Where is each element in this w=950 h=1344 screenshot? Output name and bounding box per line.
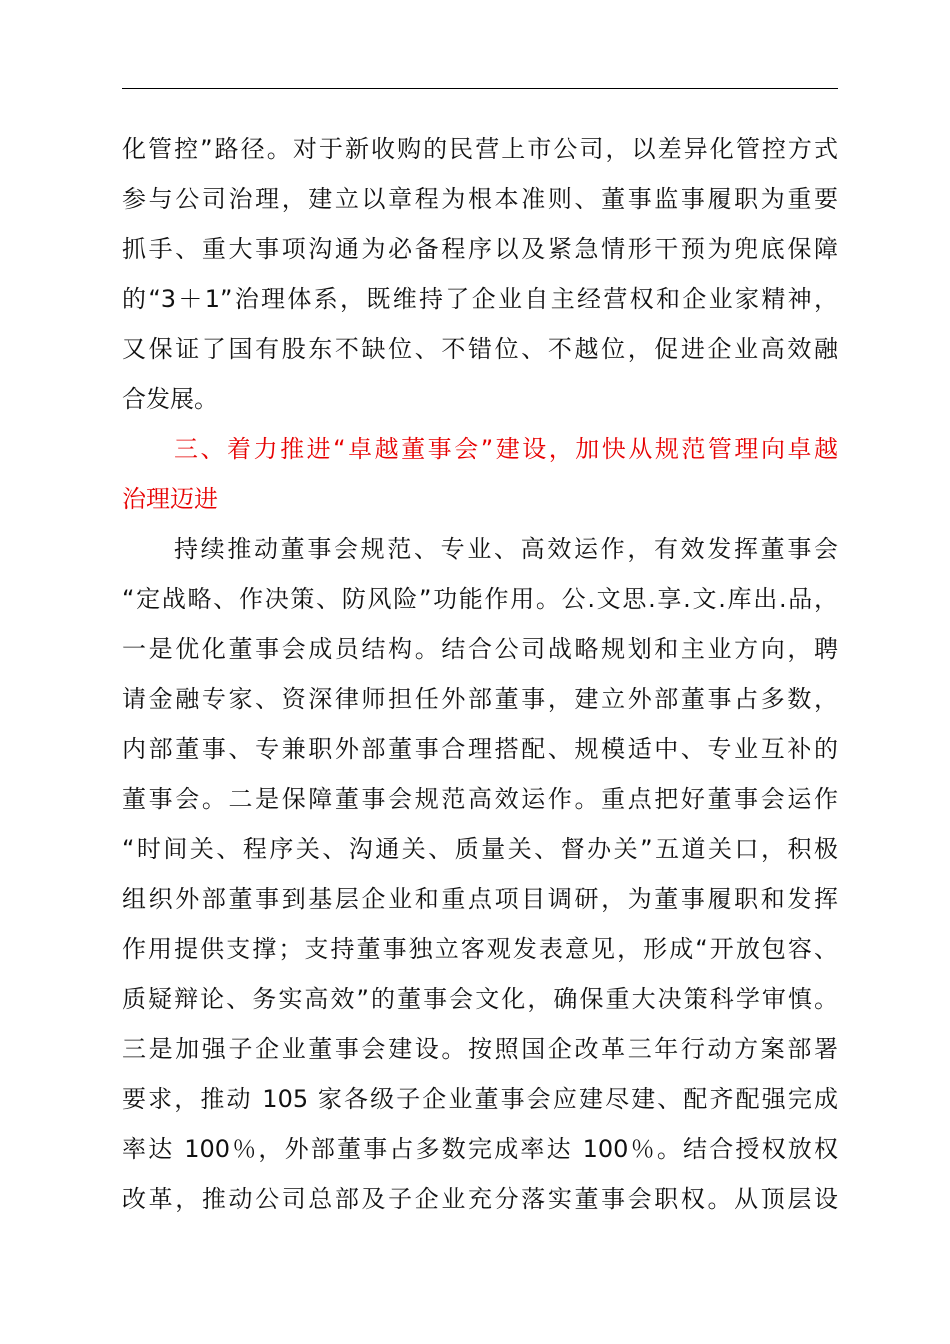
text-line: 抓手、重大事项沟通为必备程序以及紧急情形干预为兜底保障 xyxy=(122,235,838,263)
text-line: 持续推动董事会规范、专业、高效运作，有效发挥董事会 xyxy=(174,535,838,563)
text-line: 要求，推动 105 家各级子企业董事会应建尽建、配齐配强完成 xyxy=(122,1085,838,1113)
text-line: 请金融专家、资深律师担任外部董事，建立外部董事占多数， xyxy=(122,685,838,713)
text-line: “定战略、作决策、防风险”功能作用。公.文思.享.文.库出.品， xyxy=(122,585,838,613)
text-line: 率达 100％，外部董事占多数完成率达 100％。结合授权放权 xyxy=(122,1135,838,1163)
header-rule xyxy=(122,88,838,89)
heading-line: 治理迈进 xyxy=(122,485,218,513)
text-line: 参与公司治理，建立以章程为根本准则、董事监事履职为重要 xyxy=(122,185,838,213)
text-line: 一是优化董事会成员结构。结合公司战略规划和主业方向，聘 xyxy=(122,635,838,663)
section-heading xyxy=(122,424,838,524)
text-line: 化管控”路径。对于新收购的民营上市公司，以差异化管控方式 xyxy=(122,135,838,163)
text-line: 又保证了国有股东不缺位、不错位、不越位，促进企业高效融 xyxy=(122,335,838,363)
text-line: 内部董事、专兼职外部董事合理搭配、规模适中、专业互补的 xyxy=(122,735,838,763)
text-line: 三是加强子企业董事会建设。按照国企改革三年行动方案部署 xyxy=(122,1035,838,1063)
text-line: 组织外部董事到基层企业和重点项目调研，为董事履职和发挥 xyxy=(122,885,838,913)
text-line: “时间关、程序关、沟通关、质量关、督办关”五道关口，积极 xyxy=(122,835,838,863)
text-line: 作用提供支撑；支持董事独立客观发表意见，形成“开放包容、 xyxy=(122,935,838,963)
text-line: 的“3＋1”治理体系，既维持了企业自主经营权和企业家精神， xyxy=(122,285,838,313)
text-line: 质疑辩论、务实高效”的董事会文化，确保重大决策科学审慎。 xyxy=(122,985,838,1013)
document-body xyxy=(122,124,838,1224)
text-line: 改革，推动公司总部及子企业充分落实董事会职权。从顶层设 xyxy=(122,1185,838,1213)
text-line: 合发展。 xyxy=(122,385,218,413)
paragraph-board xyxy=(122,524,838,1224)
heading-line: 三、着力推进“卓越董事会”建设，加快从规范管理向卓越 xyxy=(174,435,838,463)
text-line: 董事会。二是保障董事会规范高效运作。重点把好董事会运作 xyxy=(122,785,838,813)
paragraph-governance xyxy=(122,124,838,424)
